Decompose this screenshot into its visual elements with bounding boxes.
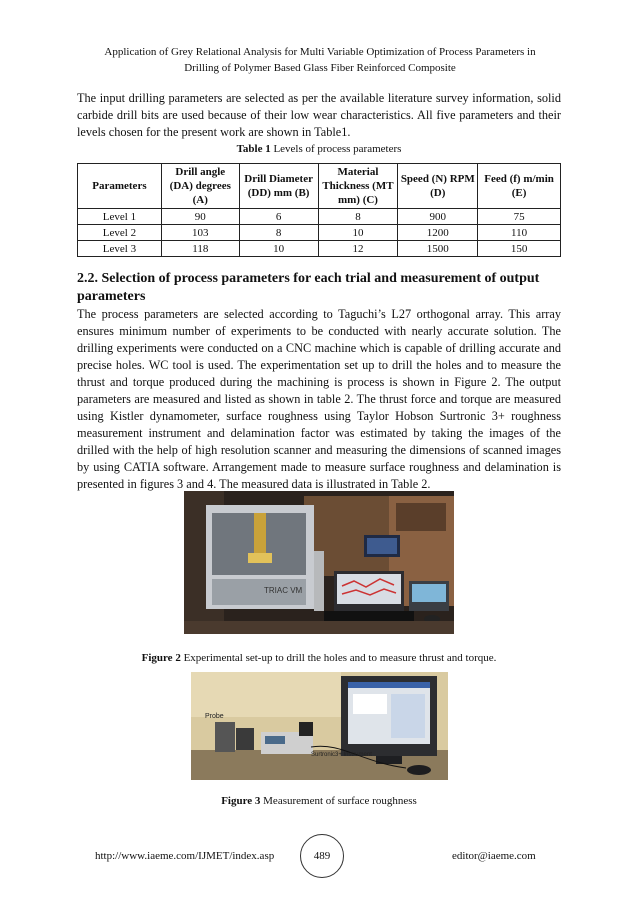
table1-caption-label: Table 1 [236,143,271,155]
figure2-caption-text: Experimental set-up to drill the holes and to measure thrust and torque. [180,652,497,664]
table-header-cell: Feed (f) m/min (E) [478,164,561,209]
table-cell: 110 [478,225,561,241]
figure2-illustration [184,491,454,634]
running-header-line2: Drilling of Polymer Based Glass Fiber Reinforced Composite [184,62,456,74]
table-cell: 10 [239,241,318,257]
table-row [78,225,561,241]
section-heading: 2.2. Selection of process parameters for each trial and measurement of output parameters [77,271,540,304]
table-header-cell: Parameters [78,164,162,209]
section-paragraph: The process parameters are selected according to Taguchi’s L27 orthogonal array. This array ensures minimum number of experiments to be conducted with nearly accurate solution. The drilling experiments were conducted on a CNC machine which is capable of drilling accurate and precise holes. WC tool is used. The experimentation set up to drill the holes and to measure the thrust and torque produced during the machining is process is shown in Figure 2. The output parameters are measured and listed as shown in table 2. The thrust force and torque are measured using Kistler dynamometer, surface roughness using Taylor Hobson Surtronic 3+ roughness measurement instrument and delamination factor was estimated by taking the images of the drilled with the help of high resolution scanner and measuring the dimensions of scanned images by using CATIA software. Arrangement made to measure surface roughness and delamination is presented in figures 3 and 4. The measured data is illustrated in Table 2. [77,307,561,491]
process-parameters-table [77,163,561,257]
table-row [78,209,561,225]
figure3-photo [191,672,448,780]
table1-caption-text: Levels of process parameters [270,143,402,155]
intro-paragraph: The input drilling parameters are selected as per the available literature survey information, solid carbide drill bits are used because of their low wear characteristics. All five parameters and their levels chosen for the present work are shown in Table1. [77,91,561,139]
table-cell: 1500 [398,241,478,257]
table-cell: 75 [478,209,561,225]
footer-email[interactable]: editor@iaeme.com [452,850,536,862]
table-header-row [78,164,561,209]
table-header-cell: Speed (N) RPM (D) [398,164,478,209]
table-cell: 103 [161,225,239,241]
figure3-caption-label: Figure 3 [221,795,261,807]
figure2-caption [77,652,561,664]
figure3-illustration [191,672,448,780]
table-cell: Level 3 [78,241,162,257]
table-cell: 8 [239,225,318,241]
figure3-probe-label: Probe [205,713,224,720]
figure2-machine-label: TRIAC VM [264,586,303,595]
table-cell: 900 [398,209,478,225]
footer-url[interactable]: http://www.iaeme.com/IJMET/index.asp [95,850,275,862]
figure3-caption [77,795,561,807]
table-cell: 118 [161,241,239,257]
table-cell: 10 [318,225,398,241]
running-header-line1: Application of Grey Relational Analysis for Multi Variable Optimization of Process Parameters in [104,46,536,58]
figure3-instrument-label: Surtronic3+ Instrument [311,752,372,758]
table-header-cell: Drill Diameter (DD) mm (B) [239,164,318,209]
table-cell: 6 [239,209,318,225]
table-cell: 1200 [398,225,478,241]
figure2-caption-label: Figure 2 [141,652,181,664]
page-number [300,834,344,878]
table-row [78,241,561,257]
table-cell: 90 [161,209,239,225]
table-header-cell: Drill angle (DA) degrees (A) [161,164,239,209]
page-number-text: 489 [313,850,331,862]
running-header [70,44,570,76]
figure3-caption-text: Measurement of surface roughness [260,795,417,807]
table-cell: 8 [318,209,398,225]
table-cell: 12 [318,241,398,257]
table-cell: Level 1 [78,209,162,225]
table1-caption [77,143,561,155]
figure2-photo [184,491,454,634]
table-cell: 150 [478,241,561,257]
table-header-cell: Material Thickness (MT mm) (C) [318,164,398,209]
table-cell: Level 2 [78,225,162,241]
